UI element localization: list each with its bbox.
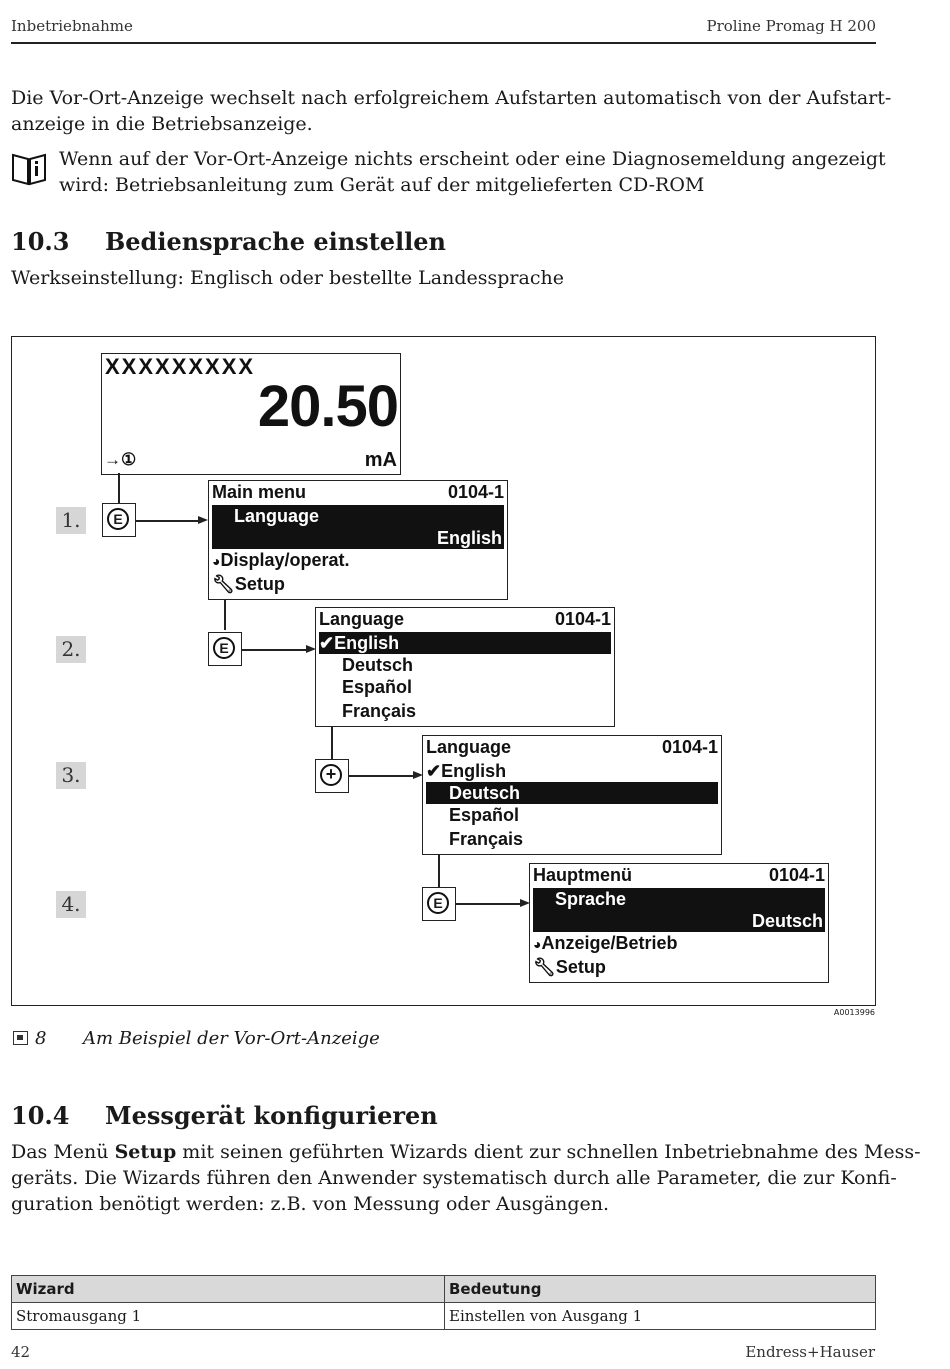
setup-line-3: guration benötigt werden: z.B. von Messung oder Ausgängen. [11, 1193, 610, 1215]
option-label: English [334, 633, 400, 653]
screen-code: 0104-1 [447, 482, 504, 502]
section-number-10-3: 10.3 [11, 227, 70, 256]
arrow-line [456, 903, 520, 905]
menu-item-value: Deutsch [751, 911, 823, 931]
gauge-icon: ◕ [533, 936, 542, 952]
note-line-1: Wenn auf der Vor-Ort-Anzeige nichts erscheint oder eine Diagnosemeldung angezeigt [59, 148, 886, 170]
connector-line [438, 855, 440, 887]
table-header-row [12, 1276, 876, 1303]
key-e-button-2[interactable] [208, 632, 242, 666]
figure-frame [11, 336, 876, 1006]
connector-line [224, 600, 226, 630]
footer-brand: Endress+Hauser [745, 1343, 875, 1361]
e-key-icon: E [427, 892, 449, 914]
menu-item-sprache[interactable] [533, 888, 825, 932]
e-key-icon: E [107, 508, 129, 530]
menu-item-setup[interactable] [212, 573, 504, 595]
caption-number: 8 [35, 1028, 47, 1049]
operational-display [101, 353, 401, 475]
section-title-10-3: Bediensprache einstellen [105, 227, 447, 256]
screen-header [319, 608, 611, 630]
text-span: mit seinen geführten Wizards dient zur schnellen Inbetriebnahme des Mess- [176, 1141, 921, 1163]
menu-item-language[interactable] [212, 505, 504, 549]
figure-icon [13, 1031, 28, 1045]
screen-header [426, 736, 718, 758]
setup-line-1 [11, 1139, 921, 1165]
step-label-3: 3. [56, 762, 86, 789]
screen-title: Language [319, 609, 405, 629]
screen-title: Language [426, 737, 512, 757]
screen-language-select-1 [315, 607, 615, 727]
menu-item-label: Display/operat. [220, 550, 350, 570]
factory-setting-text: Werkseinstellung: Englisch oder bestellte Landessprache [11, 267, 564, 289]
option-english[interactable] [319, 632, 611, 654]
display-tag: XXXXXXXXX [105, 354, 256, 379]
menu-item-label: Setup [555, 957, 606, 977]
arrow-line [242, 649, 306, 651]
checkmark-icon: ✔ [426, 761, 442, 781]
screen-header [212, 481, 504, 503]
arrow-head-icon [198, 516, 208, 524]
screen-hauptmenu [529, 863, 829, 983]
text-span: Das Menü [11, 1141, 115, 1163]
menu-item-setup[interactable] [533, 956, 825, 978]
intro-line-2: anzeige in die Betriebsanzeige. [11, 113, 313, 135]
key-e-button-3[interactable] [422, 887, 456, 921]
setup-bold-term: Setup [114, 1141, 177, 1163]
connector-line [331, 727, 333, 759]
column-header-bedeutung: Bedeutung [445, 1276, 876, 1303]
note-text [59, 146, 886, 198]
page-number: 42 [11, 1343, 31, 1361]
figure-caption: Am Beispiel der Vor-Ort-Anzeige [83, 1028, 380, 1049]
option-francais[interactable]: Français [342, 701, 417, 721]
menu-item-label: Language [234, 506, 320, 526]
setup-line-2: geräts. Die Wizards führen den Anwender systematisch durch alle Parameter, die zur Konfi- [11, 1167, 897, 1189]
connector-line [118, 473, 120, 503]
option-deutsch[interactable]: Deutsch [426, 782, 718, 804]
status-symbol-icon: →① [104, 450, 137, 469]
step-label-4: 4. [56, 891, 86, 918]
display-unit: mA [364, 449, 397, 471]
screen-header [533, 864, 825, 886]
step-label-2: 2. [56, 636, 86, 663]
table-cell: Einstellen von Ausgang 1 [445, 1303, 876, 1330]
intro-paragraph [11, 85, 891, 137]
wizard-table [11, 1275, 876, 1330]
book-info-icon [11, 150, 47, 186]
option-deutsch[interactable]: Deutsch [342, 655, 414, 675]
column-header-wizard: Wizard [12, 1276, 445, 1303]
option-label: English [441, 761, 507, 781]
section-number-10-4: 10.4 [11, 1101, 70, 1130]
wrench-icon: 🔧︎ [533, 957, 556, 977]
plus-key-icon: + [320, 764, 342, 786]
screen-language-select-2 [422, 735, 722, 855]
key-e-button-1[interactable] [102, 503, 136, 537]
screen-title: Main menu [212, 482, 307, 502]
screen-main-menu [208, 480, 508, 600]
menu-item-display[interactable] [212, 549, 504, 572]
option-espanol[interactable]: Español [449, 805, 520, 825]
key-plus-button[interactable] [315, 759, 349, 793]
note-line-2: wird: Betriebsanleitung zum Gerät auf der mitgelieferten CD-ROM [59, 174, 705, 196]
screen-code: 0104-1 [661, 737, 718, 757]
menu-item-label: Sprache [555, 889, 627, 909]
running-header-left: Inbetriebnahme [11, 17, 133, 35]
step-label-1: 1. [56, 507, 86, 534]
figure-id: A0013996 [833, 1008, 875, 1017]
option-francais[interactable]: Français [449, 829, 524, 849]
table-cell: Stromausgang 1 [12, 1303, 445, 1330]
option-espanol[interactable]: Español [342, 677, 413, 697]
menu-item-label: Setup [234, 574, 285, 594]
screen-code: 0104-1 [768, 865, 825, 885]
option-english[interactable] [426, 760, 718, 782]
e-key-icon: E [213, 637, 235, 659]
arrow-line [349, 775, 413, 777]
wrench-icon: 🔧︎ [212, 574, 235, 594]
screen-title: Hauptmenü [533, 865, 632, 885]
checkmark-icon: ✔ [319, 633, 335, 653]
header-rule [11, 42, 876, 44]
arrow-line [136, 520, 198, 522]
menu-item-label: Anzeige/Betrieb [541, 933, 678, 953]
menu-item-anzeige[interactable] [533, 932, 825, 955]
section-title-10-4: Messgerät konfigurieren [105, 1101, 438, 1130]
running-header-right: Proline Promag H 200 [706, 17, 876, 35]
screen-code: 0104-1 [554, 609, 611, 629]
display-value: 20.50 [257, 374, 398, 439]
setup-paragraph [11, 1139, 921, 1217]
table-row [12, 1303, 876, 1330]
gauge-icon: ◕ [212, 553, 221, 569]
intro-line-1: Die Vor-Ort-Anzeige wechselt nach erfolgreichem Aufstarten automatisch von der Aufstart- [11, 87, 892, 109]
menu-item-value: English [436, 528, 502, 548]
